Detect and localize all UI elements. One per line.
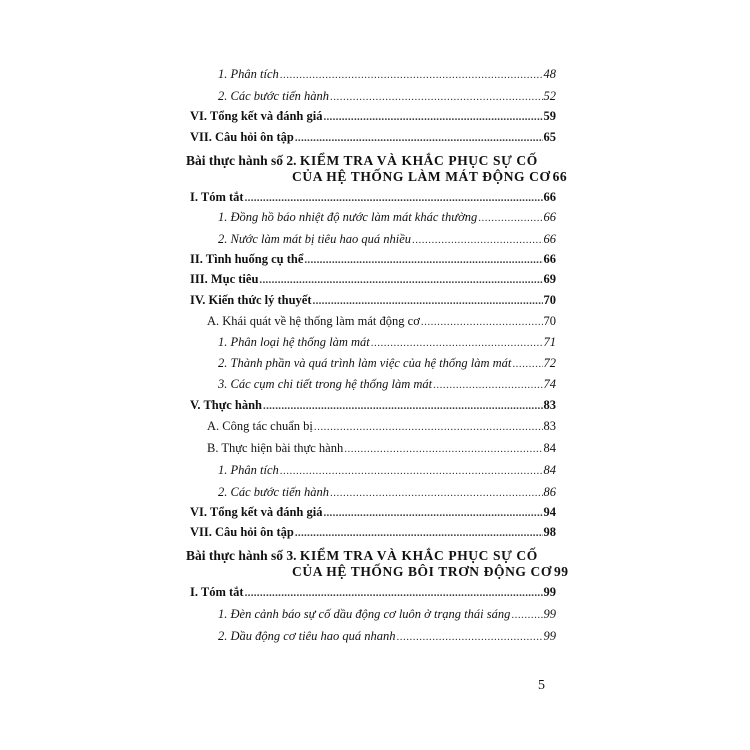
toc-entry-page: 84 bbox=[543, 463, 556, 477]
toc-entry-page: 99 bbox=[543, 585, 556, 599]
toc-entry bbox=[218, 66, 556, 82]
toc-entry-title: 1. Phân tích bbox=[218, 67, 279, 81]
toc-entry bbox=[190, 397, 556, 413]
dot-leader bbox=[512, 356, 542, 372]
toc-entry-page: 65 bbox=[543, 130, 556, 144]
toc-entry-title: 3. Các cụm chi tiết trong hệ thống làm mát bbox=[218, 377, 433, 391]
chapter-heading-line2 bbox=[292, 168, 568, 187]
toc-entry-title: II. Tình huống cụ thể bbox=[190, 252, 304, 266]
dot-leader bbox=[323, 109, 542, 125]
chapter-prefix: Bài thực hành số 3. bbox=[186, 548, 297, 563]
toc-entry-title: 1. Đèn cảnh báo sự cố dầu động cơ luôn ở trạng thái sáng bbox=[218, 607, 511, 621]
chapter-title-line2: CỦA HỆ THỐNG LÀM MÁT ĐỘNG CƠ bbox=[292, 169, 551, 184]
toc-entry-page: 98 bbox=[543, 525, 556, 539]
toc-entry-title: 2. Dầu động cơ tiêu hao quá nhanh bbox=[218, 629, 396, 643]
toc-entry-page: 72 bbox=[543, 356, 556, 370]
toc-entry-title: 1. Phân loại hệ thống làm mát bbox=[218, 335, 370, 349]
chapter-heading bbox=[186, 152, 538, 169]
toc-entry-title: 2. Các bước tiến hành bbox=[218, 485, 330, 499]
toc-entry-page: 66 bbox=[552, 169, 568, 184]
dot-leader bbox=[295, 525, 543, 541]
toc-entry-page: 99 bbox=[553, 564, 569, 579]
toc-entry bbox=[190, 504, 556, 520]
toc-entry bbox=[218, 334, 556, 350]
dot-leader bbox=[263, 398, 542, 414]
toc-entry-page: 94 bbox=[543, 505, 556, 519]
toc-entry-title: I. Tóm tắt bbox=[190, 190, 244, 204]
toc-entry-title: VII. Câu hỏi ôn tập bbox=[190, 130, 294, 144]
toc-entry-page: 66 bbox=[543, 210, 556, 224]
chapter-prefix: Bài thực hành số 2. bbox=[186, 153, 297, 168]
toc-entry-title: VI. Tổng kết và đánh giá bbox=[190, 505, 323, 519]
toc-entry-page: 74 bbox=[543, 377, 556, 391]
dot-leader bbox=[330, 89, 542, 105]
dot-leader bbox=[323, 505, 542, 521]
dot-leader bbox=[314, 419, 543, 435]
dot-leader bbox=[280, 463, 543, 479]
toc-entry-page: 71 bbox=[543, 335, 556, 349]
dot-leader bbox=[511, 607, 542, 623]
toc-entry-page: 52 bbox=[543, 89, 556, 103]
toc-entry-title: 1. Phân tích bbox=[218, 463, 279, 477]
toc-entry-page: 70 bbox=[543, 314, 556, 328]
dot-leader bbox=[433, 377, 542, 393]
toc-entry bbox=[218, 209, 556, 225]
chapter-title-line1: KIỂM TRA VÀ KHẮC PHỤC SỰ CỐ bbox=[299, 153, 538, 168]
toc-entry bbox=[190, 271, 556, 287]
dot-leader bbox=[412, 232, 543, 248]
toc-entry bbox=[218, 376, 556, 392]
toc-entry bbox=[207, 440, 556, 456]
toc-entry bbox=[207, 313, 556, 329]
toc-entry-title: B. Thực hiện bài thực hành bbox=[207, 441, 344, 455]
dot-leader bbox=[478, 210, 542, 226]
toc-entry bbox=[218, 484, 556, 500]
dot-leader bbox=[371, 335, 543, 351]
toc-entry-page: 99 bbox=[543, 607, 556, 621]
toc-entry-page: 48 bbox=[543, 67, 556, 81]
dot-leader bbox=[259, 272, 542, 288]
toc-entry-title: IV. Kiến thức lý thuyết bbox=[190, 293, 312, 307]
toc-entry-page: 86 bbox=[543, 485, 556, 499]
toc-entry bbox=[218, 628, 556, 644]
toc-entry bbox=[190, 584, 556, 600]
toc-entry-page: 83 bbox=[543, 398, 556, 412]
toc-entry-title: 2. Thành phần và quá trình làm việc của hệ thống làm mát bbox=[218, 356, 512, 370]
toc-entry-page: 66 bbox=[543, 252, 556, 266]
dot-leader bbox=[313, 293, 543, 309]
chapter-heading-line2 bbox=[292, 563, 569, 582]
toc-entry-page: 99 bbox=[543, 629, 556, 643]
chapter-title-line2: CỦA HỆ THỐNG BÔI TRƠN ĐỘNG CƠ bbox=[292, 564, 552, 579]
toc-entry-page: 66 bbox=[543, 232, 556, 246]
toc-entry-title: A. Khái quát về hệ thống làm mát động cơ bbox=[207, 314, 420, 328]
toc-entry-page: 59 bbox=[543, 109, 556, 123]
toc-entry bbox=[190, 251, 556, 267]
toc-entry bbox=[190, 189, 556, 205]
dot-leader bbox=[421, 314, 543, 330]
toc-entry-title: 1. Đồng hồ báo nhiệt độ nước làm mát khác thường bbox=[218, 210, 478, 224]
toc-entry bbox=[190, 524, 556, 540]
chapter-title-line1: KIỂM TRA VÀ KHẮC PHỤC SỰ CỐ bbox=[299, 548, 538, 563]
toc-entry-title: 2. Nước làm mát bị tiêu hao quá nhiều bbox=[218, 232, 411, 246]
toc-entry bbox=[190, 108, 556, 124]
toc-entry bbox=[218, 606, 556, 622]
toc-entry-title: 2. Các bước tiến hành bbox=[218, 89, 330, 103]
dot-leader bbox=[295, 130, 543, 146]
toc-entry-page: 83 bbox=[543, 419, 556, 433]
toc-entry bbox=[190, 129, 556, 145]
toc-entry-page: 66 bbox=[543, 190, 556, 204]
toc-entry-title: V. Thực hành bbox=[190, 398, 263, 412]
toc-entry-page: 84 bbox=[543, 441, 556, 455]
dot-leader bbox=[280, 67, 543, 83]
toc-entry-page: 70 bbox=[543, 293, 556, 307]
page-number: 5 bbox=[538, 678, 545, 693]
toc-entry bbox=[218, 355, 556, 371]
toc-entry bbox=[218, 88, 556, 104]
toc-entry bbox=[207, 418, 556, 434]
chapter-heading bbox=[186, 547, 538, 564]
dot-leader bbox=[304, 252, 542, 268]
dot-leader bbox=[330, 485, 542, 501]
dot-leader bbox=[245, 190, 543, 206]
toc-entry-title: A. Công tác chuẩn bị bbox=[207, 419, 313, 433]
toc-entry bbox=[218, 462, 556, 478]
toc-entry-title: VI. Tổng kết và đánh giá bbox=[190, 109, 323, 123]
toc-entry bbox=[218, 231, 556, 247]
toc-entry-title: III. Mục tiêu bbox=[190, 272, 259, 286]
toc-entry-title: VII. Câu hỏi ôn tập bbox=[190, 525, 294, 539]
toc-entry bbox=[190, 292, 556, 308]
dot-leader bbox=[245, 585, 543, 601]
dot-leader bbox=[344, 441, 542, 457]
toc-entry-title: I. Tóm tắt bbox=[190, 585, 244, 599]
toc-entry-page: 69 bbox=[543, 272, 556, 286]
dot-leader bbox=[397, 629, 543, 645]
